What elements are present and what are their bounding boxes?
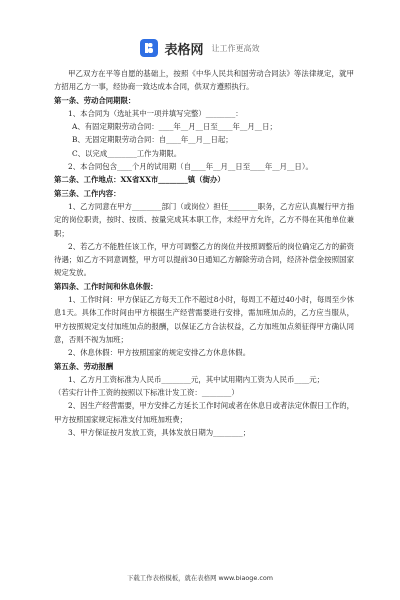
section-4-line-1: 1、工作时间：甲方保证乙方每天工作不超过8小时，每周工不超过40小时，每周至少休息1天。具体工作时间由甲方根据生产经营需要进行安排，需加班加点的，乙方应当服从，甲方按照规定支付加班加点的报酬，以保证乙方合法权益，乙方加班加点须征得甲方确认同意，否则不视为加班； <box>54 295 354 344</box>
section-1-option-b: B、无固定期限劳动合同：自____年__月__日起； <box>72 135 233 145</box>
brand-name: 表格网 <box>164 42 204 58</box>
section-1-option-a: A、有固定期限劳动合同：____年__月__日至____年__月__日； <box>72 122 277 132</box>
section-1-option-c: C、以完成________工作为期限。 <box>72 148 182 158</box>
brand-header <box>0 36 400 60</box>
section-5-line-4: 3、甲方保证按月发放工资，具体发放日期为________； <box>68 428 251 438</box>
section-1-line-2: 2、本合同包含____个月的试用期（自____年__月__日至____年__月__日）。 <box>68 162 313 172</box>
intro-paragraph: 甲乙双方在平等自愿的基础上，按照《中华人民共和国劳动合同法》等法律规定，就甲方招用乙方一事，经协商一致达成本合同，供双方遵照执行。 <box>54 69 354 92</box>
section-5-title: 第五条、劳动报酬 <box>54 361 114 371</box>
section-1-title: 第一条、劳动合同期限： <box>54 95 136 105</box>
section-4-line-2: 2、休息休假：甲方按照国家的规定安排乙方休息休假。 <box>68 348 251 358</box>
brand-logo-icon <box>140 39 158 57</box>
section-3-title: 第三条、工作内容： <box>54 188 121 198</box>
section-1-line-1: 1、本合同为（选址其中一项并填写完整）________： <box>68 108 243 118</box>
brand-slogan: 让工作更高效 <box>211 43 260 53</box>
section-5-line-3: 2、因生产经营需要，甲方安排乙方延长工作时间或者在休息日或者法定休假日工作的，甲方按照国家规定标准支付加班加班费； <box>54 401 354 424</box>
footer-text: 下载工作表格模板，就在表格网 www.biaoge.com <box>127 574 273 582</box>
section-3-line-1: 1、乙方同意在甲方________部门（或岗位）担任________职务，乙方应认真履行甲方指定的岗位职责，按时、按质、按量完成其本职工作，未经甲方允许，乙方不得在其他单位兼职； <box>54 201 354 238</box>
section-5-line-1: 1、乙方月工资标准为人民币________元，其中试用期内工资为人民币____元； <box>68 374 324 384</box>
section-4-title: 第四条、工作时间和休息休假： <box>54 281 158 291</box>
contract-body <box>54 67 354 439</box>
section-2-title: 第二条、工作地点：XX省XX市________镇（街办） <box>54 175 225 185</box>
section-5-line-2: （若实行计件工资的按照以下标准计发工资：________） <box>54 388 239 398</box>
section-3-line-2: 2、若乙方不能胜任该工作，甲方可调整乙方的岗位并按照调整后的岗位确定乙方的薪资待遇；如乙方不同意调整，甲方可以提前30日通知乙方解除劳动合同，经济补偿金按照国家规定发放。 <box>54 241 354 278</box>
